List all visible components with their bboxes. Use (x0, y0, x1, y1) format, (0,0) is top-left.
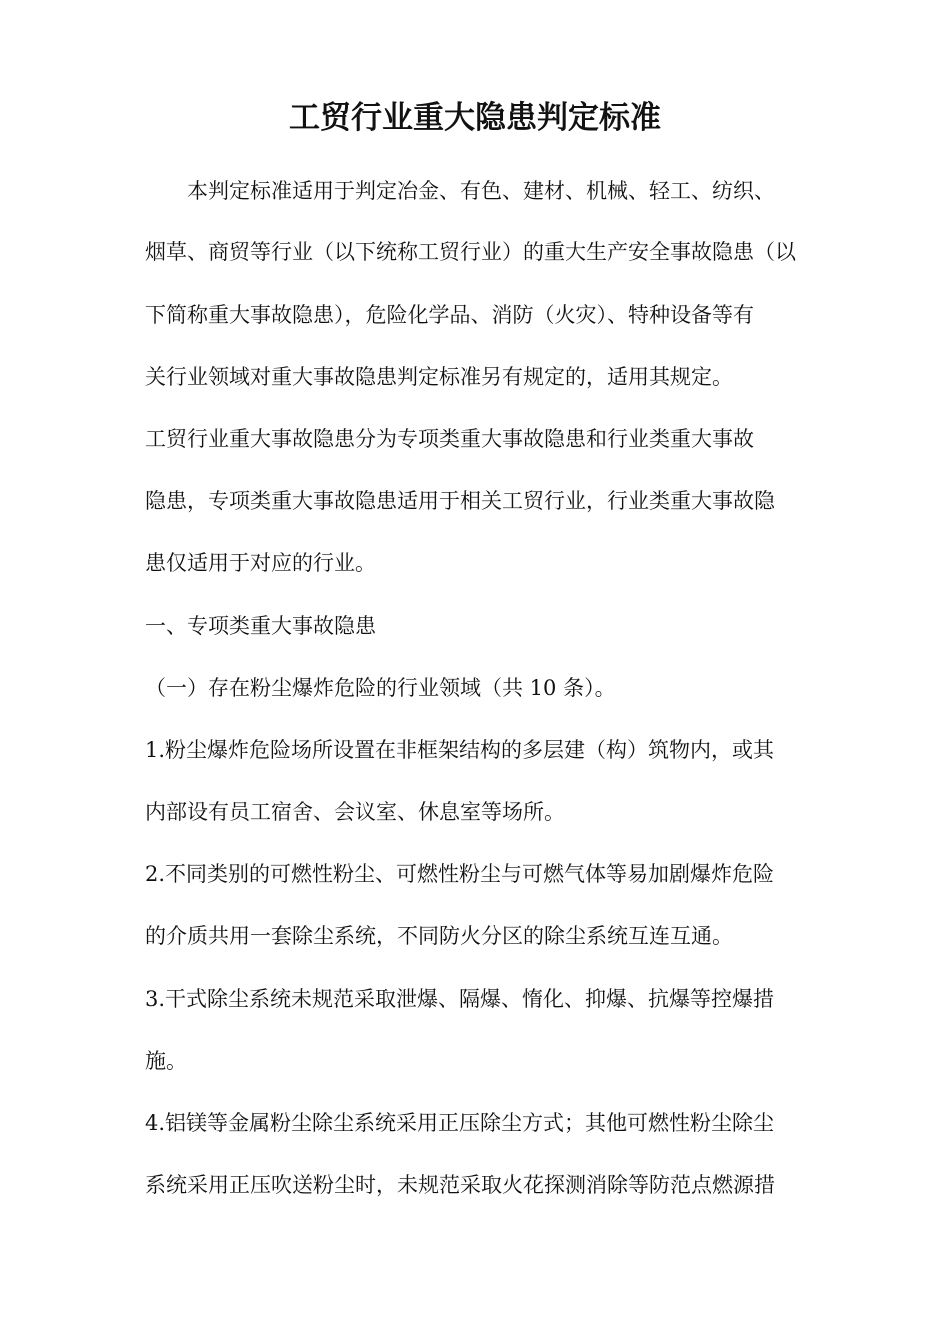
paragraph-line: 隐患，专项类重大事故隐患适用于相关工贸行业，行业类重大事故隐 (145, 489, 775, 513)
paragraph-line: 本判定标准适用于判定冶金、有色、建材、机械、轻工、纺织、 (187, 179, 775, 203)
section-heading: 一、专项类重大事故隐患 (145, 614, 376, 638)
paragraph-line: 患仅适用于对应的行业。 (145, 551, 376, 575)
list-item-line: 的介质共用一套除尘系统，不同防火分区的除尘系统互连互通。 (145, 924, 733, 948)
list-item-line: 系统采用正压吹送粉尘时，未规范采取火花探测消除等防范点燃源措 (145, 1173, 775, 1197)
list-item-line: 内部设有员工宿舍、会议室、休息室等场所。 (145, 800, 565, 824)
list-item-line: 1.粉尘爆炸危险场所设置在非框架结构的多层建（构）筑物内，或其 (145, 738, 775, 762)
paragraph-line: 下简称重大事故隐患），危险化学品、消防（火灾）、特种设备等有 (145, 303, 754, 327)
document-title: 工贸行业重大隐患判定标准 (289, 100, 661, 136)
list-item-line: 2.不同类别的可燃性粉尘、可燃性粉尘与可燃气体等易加剧爆炸危险 (145, 862, 775, 886)
subsection-heading: （一）存在粉尘爆炸危险的行业领域（共 10 条）。 (145, 676, 616, 700)
paragraph-line: 工贸行业重大事故隐患分为专项类重大事故隐患和行业类重大事故 (145, 427, 754, 451)
list-item-line: 4.铝镁等金属粉尘除尘系统采用正压除尘方式；其他可燃性粉尘除尘 (145, 1111, 775, 1135)
paragraph-line: 烟草、商贸等行业（以下统称工贸行业）的重大生产安全事故隐患（以 (145, 240, 796, 264)
list-item-line: 3.干式除尘系统未规范采取泄爆、隔爆、惰化、抑爆、抗爆等控爆措 (145, 987, 775, 1011)
paragraph-line: 关行业领域对重大事故隐患判定标准另有规定的，适用其规定。 (145, 365, 733, 389)
list-item-line: 施。 (145, 1049, 187, 1073)
